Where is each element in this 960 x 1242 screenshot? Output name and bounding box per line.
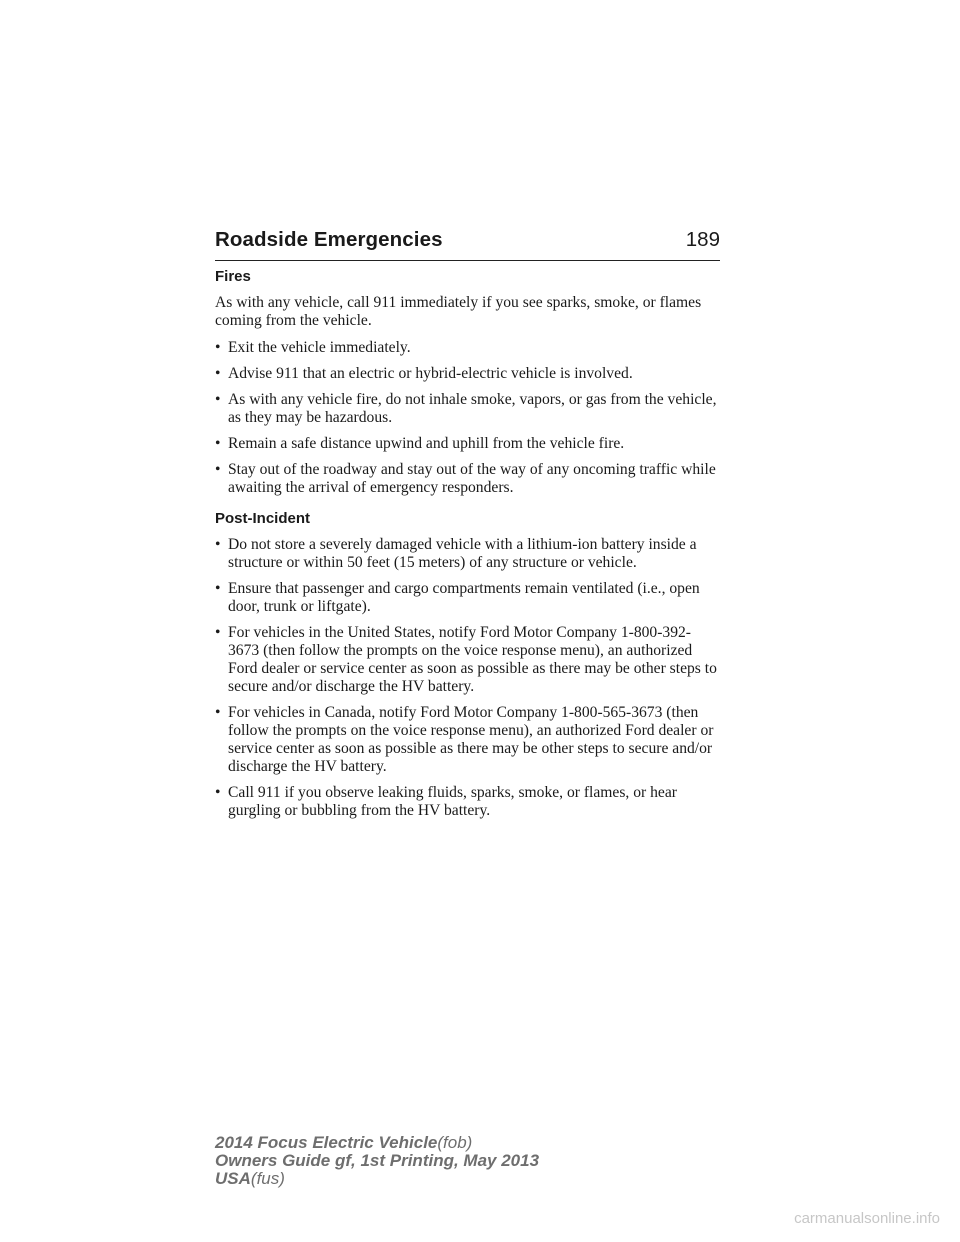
footer-vehicle: 2014 Focus Electric Vehicle (215, 1133, 438, 1152)
list-item (215, 435, 720, 453)
footer-line-3 (215, 1170, 539, 1188)
fires-bullet-list (215, 339, 720, 497)
list-item-text: Stay out of the roadway and stay out of the way of any oncoming traffic while awaiting the arrival of emergency responders. (228, 461, 716, 496)
list-item (215, 461, 720, 497)
bullet-icon: • (215, 365, 221, 382)
section-heading-post-incident: Post-Incident (215, 510, 311, 527)
list-item-text: For vehicles in Canada, notify Ford Motor Company 1-800-565-3673 (then follow the prompts on the voice response menu), an authorized Ford dealer or service center as soon as possible as there may be other steps to secure and/or discharge the HV battery. (228, 704, 714, 775)
list-item-text: Remain a safe distance upwind and uphill from the vehicle fire. (228, 435, 625, 452)
document-footer (215, 1134, 539, 1188)
list-item (215, 391, 720, 427)
list-item (215, 536, 720, 572)
list-item-text: For vehicles in the United States, notify Ford Motor Company 1-800-392-3673 (then follow the prompts on the voice response menu), an authorized Ford dealer or service center as soon as possible as there may be other steps to secure and/or discharge the HV battery. (228, 624, 717, 695)
bullet-icon: • (215, 461, 221, 478)
list-item-text: Call 911 if you observe leaking fluids, sparks, smoke, or flames, or hear gurgling or bubbling from the HV battery. (228, 784, 677, 819)
fires-intro: As with any vehicle, call 911 immediately if you see sparks, smoke, or flames coming from the vehicle. (215, 294, 702, 329)
footer-line-1 (215, 1134, 539, 1152)
page-number: 189 (685, 228, 720, 251)
page-header (215, 228, 720, 261)
bullet-icon: • (215, 536, 221, 553)
bullet-icon: • (215, 580, 221, 597)
list-item-text: Advise 911 that an electric or hybrid-electric vehicle is involved. (228, 365, 633, 382)
list-item (215, 339, 720, 357)
footer-printing: Owners Guide gf, 1st Printing, May 2013 (215, 1151, 540, 1170)
list-item-text: Exit the vehicle immediately. (228, 339, 411, 356)
list-item (215, 580, 720, 616)
list-item (215, 704, 720, 776)
footer-market-code: (fus) (250, 1169, 285, 1188)
list-item-text: Ensure that passenger and cargo compartments remain ventilated (i.e., open door, trunk or liftgate). (228, 580, 700, 615)
page-content (215, 268, 720, 828)
list-item-text: Do not store a severely damaged vehicle with a lithium-ion battery inside a structure or within 50 feet (15 meters) of any structure or vehicle. (228, 536, 697, 571)
list-item (215, 624, 720, 696)
footer-line-2 (215, 1152, 539, 1170)
list-item (215, 784, 720, 820)
footer-market: USA (215, 1169, 251, 1188)
bullet-icon: • (215, 624, 221, 641)
footer-vehicle-code: (fob) (437, 1133, 473, 1152)
list-item-text: As with any vehicle fire, do not inhale smoke, vapors, or gas from the vehicle, as they may be hazardous. (228, 391, 717, 426)
section-heading-fires: Fires (215, 268, 251, 285)
bullet-icon: • (215, 339, 221, 356)
chapter-title: Roadside Emergencies (215, 228, 443, 251)
post-incident-bullet-list (215, 536, 720, 820)
bullet-icon: • (215, 784, 221, 801)
list-item (215, 365, 720, 383)
bullet-icon: • (215, 391, 221, 408)
bullet-icon: • (215, 435, 221, 452)
bullet-icon: • (215, 704, 221, 721)
watermark: carmanualsonline.info (794, 1210, 940, 1227)
